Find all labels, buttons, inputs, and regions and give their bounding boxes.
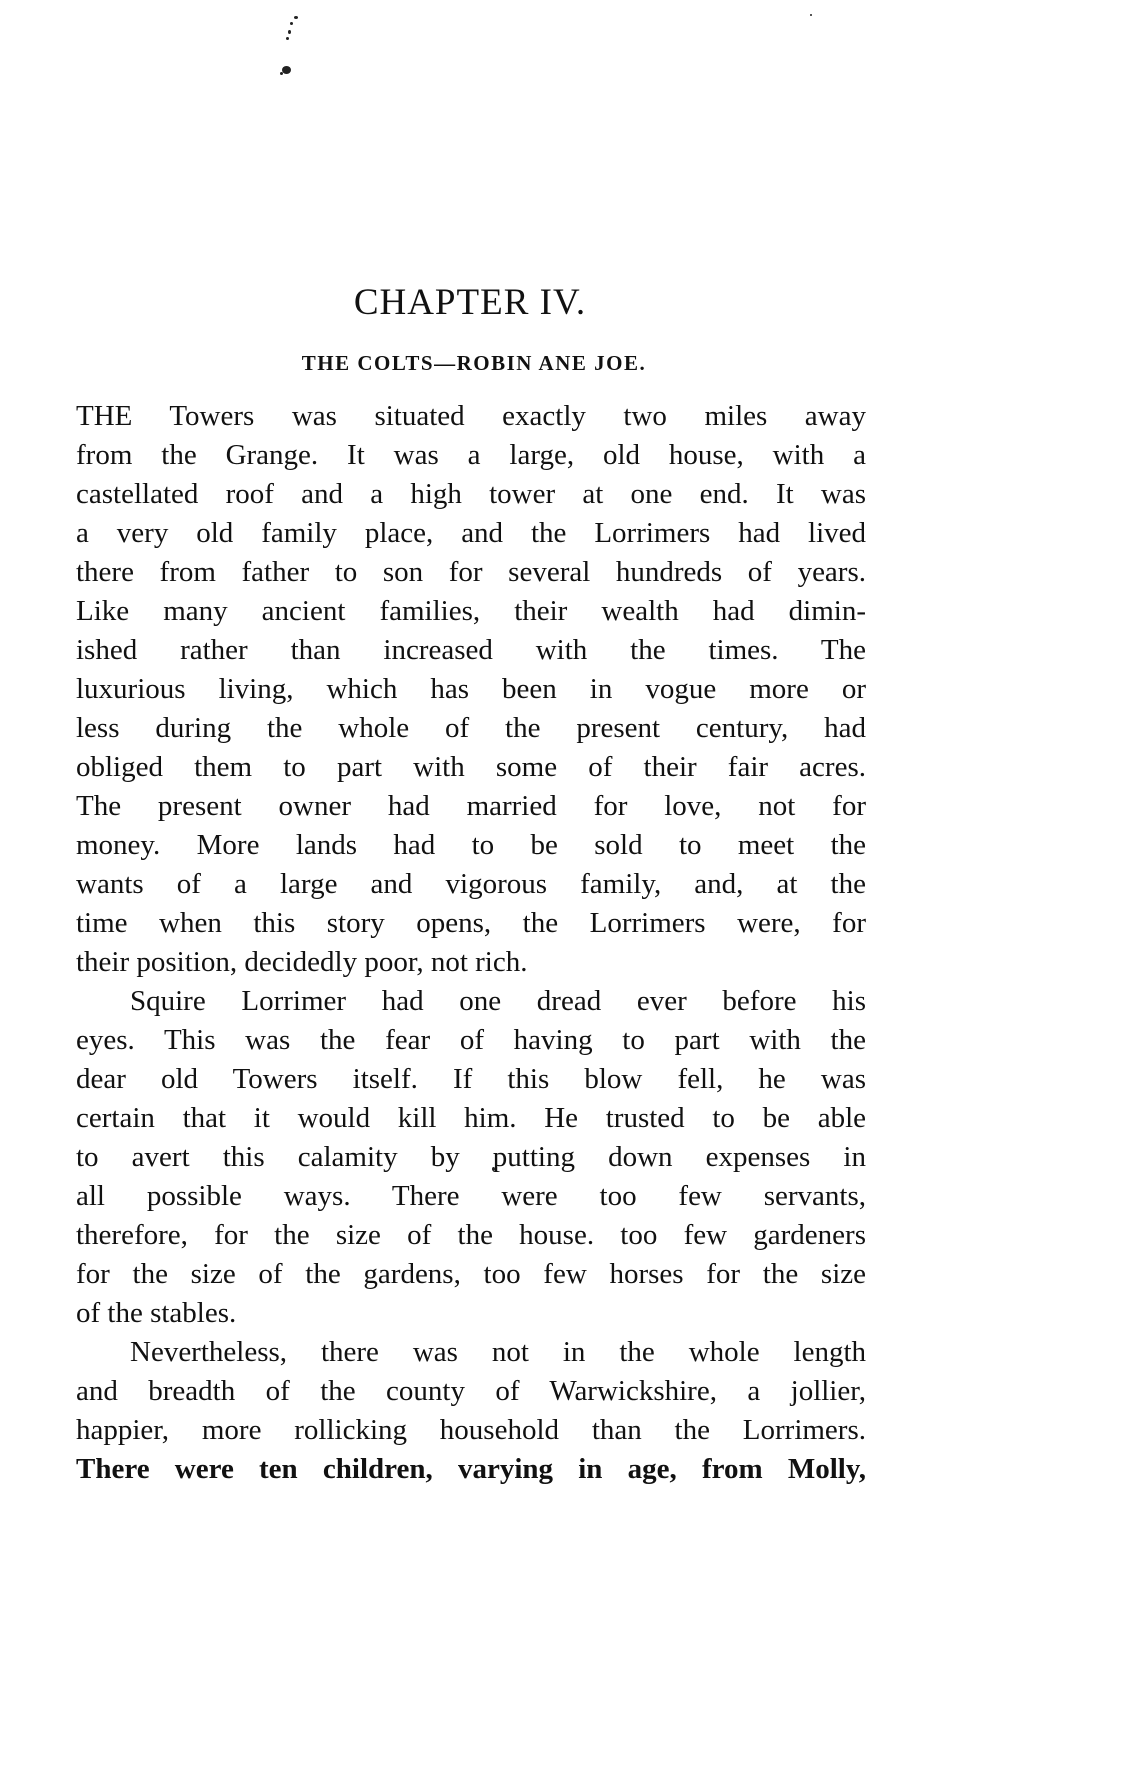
paragraph [76,397,866,982]
text-line: Squire Lorrimer had one dread ever before his [130,985,866,1017]
text-line: all possible ways. There were too few servants, [76,1180,866,1212]
paragraph [76,982,866,1333]
text-line: Nevertheless, there was not in the whole length [130,1336,866,1368]
scan-speck [282,66,291,74]
scan-speck [280,72,283,75]
chapter-title: CHAPTER IV. [353,282,587,323]
text-line: obliged them to part with some of their fair acres. [76,751,866,783]
text-line: luxurious living, which has been in vogue more or [76,673,866,705]
text-line: less during the whole of the present century, had [76,712,866,744]
text-line: happier, more rollicking household than the Lorrimers. [76,1414,866,1446]
text-line: The present owner had married for love, not for [76,790,866,822]
paragraph [76,1333,866,1489]
scan-speck [286,37,289,40]
text-line: castellated roof and a high tower at one end. It was [76,478,866,510]
text-line: to avert this calamity by putting down expenses in [76,1141,866,1173]
scan-speck [290,22,293,25]
text-line: for the size of the gardens, too few horses for the size [76,1258,866,1290]
text-line: dear old Towers itself. If this blow fell, he was [76,1063,866,1095]
text-line: THE Towers was situated exactly two miles away [76,400,866,432]
text-line: wants of a large and vigorous family, and, at the [76,868,866,900]
text-line: and breadth of the county of Warwickshire, a jollier, [76,1375,866,1407]
chapter-subtitle: THE COLTS—ROBIN ANE JOE. [301,351,647,375]
text-line: eyes. This was the fear of having to part with the [76,1024,866,1056]
text-line: their position, decidedly poor, not rich. [76,946,528,978]
text-line: there from father to son for several hundreds of years. [76,556,866,588]
text-line: therefore, for the size of the house. too few gardeners [76,1219,866,1251]
text-line: from the Grange. It was a large, old house, with a [76,439,866,471]
body-text [76,397,866,1489]
text-line: of the stables. [76,1297,237,1329]
scan-speck [294,16,298,19]
text-line: time when this story opens, the Lorrimers were, for [76,907,866,939]
text-line: ished rather than increased with the times. The [76,634,866,666]
text-line: Like many ancient families, their wealth had dimin- [76,595,866,627]
text-line: certain that it would kill him. He trusted to be able [76,1102,866,1134]
text-line: money. More lands had to be sold to meet the [76,829,866,861]
text-line: a very old family place, and the Lorrimers had lived [76,517,866,549]
scan-speck [288,30,291,34]
text-line: There were ten children, varying in age, from Molly, [76,1453,866,1485]
scan-speck [810,14,812,16]
